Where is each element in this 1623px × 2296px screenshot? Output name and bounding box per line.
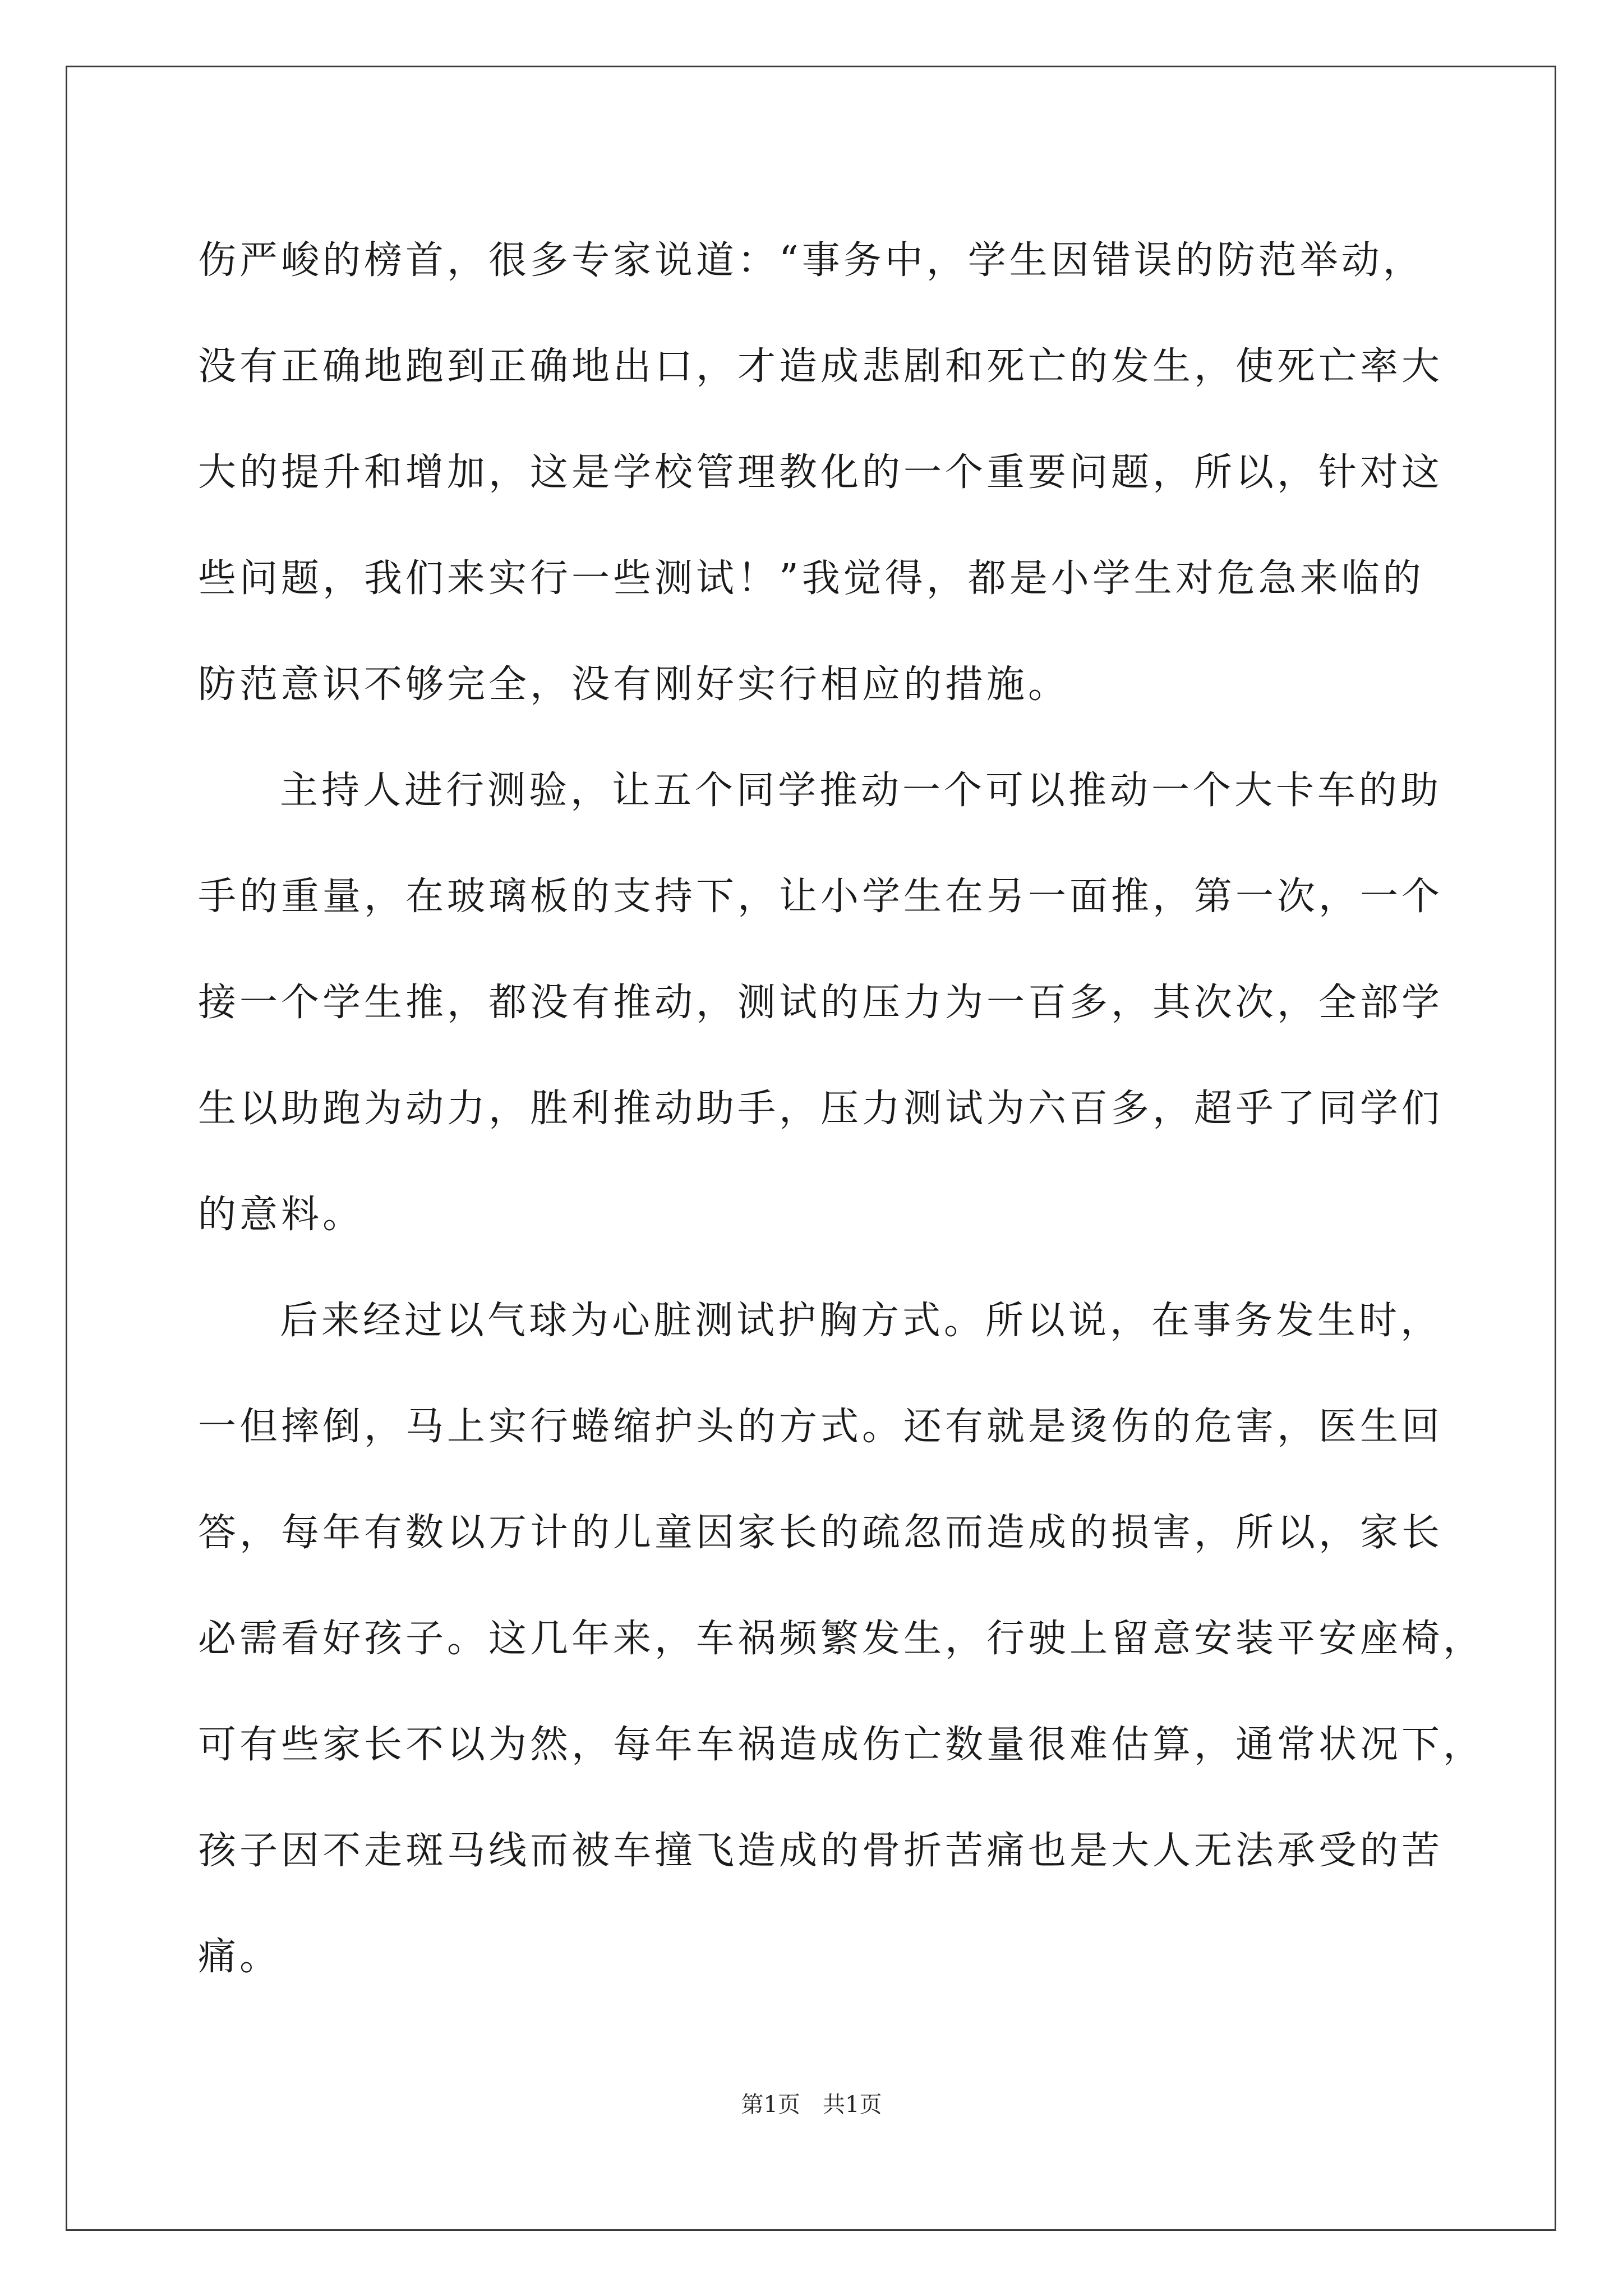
text-line: 答，每年有数以万计的儿童因家长的疏忽而造成的损害，所以，家长 [198,1511,1444,1555]
text-line: 一但摔倒，马上实行蜷缩护头的方式。还有就是烫伤的危害，医生回 [198,1405,1444,1449]
text-line: 的意料。 [198,1193,365,1237]
text-line: 生以助跑为动力，胜利推动助手，压力测试为六百多，超乎了同学们 [198,1087,1444,1131]
text-line: 防范意识不够完全，没有刚好实行相应的措施。 [198,662,1070,707]
text-line: 手的重量，在玻璃板的支持下，让小学生在另一面推，第一次，一个 [198,875,1444,919]
text-line: 伤严峻的榜首，很多专家说道：“事务中，学生因错误的防范举动， [198,238,1424,283]
page-number-footer: 第1页 共1页 [741,2092,882,2118]
paragraph-first-line: 主持人进行测验，让五个同学推动一个可以推动一个大卡车的助 [280,769,1442,813]
text-line: 大的提升和增加，这是学校管理教化的一个重要问题，所以，针对这 [198,450,1444,495]
text-line: 孩子因不走斑马线而被车撞飞造成的骨折苦痛也是大人无法承受的苦 [198,1829,1444,1873]
text-line: 痛。 [198,1935,282,1979]
paragraph-first-line: 后来经过以气球为心脏测试护胸方式。所以说，在事务发生时， [280,1299,1442,1343]
text-line: 没有正确地跑到正确地出口，才造成悲剧和死亡的发生，使死亡率大 [198,344,1444,389]
document-body [198,208,1485,2010]
text-line: 可有些家长不以为然，每年车祸造成伤亡数量很难估算，通常状况下， [198,1723,1485,1767]
text-line: 必需看好孩子。这几年来，车祸频繁发生，行驶上留意安装平安座椅， [198,1617,1485,1661]
text-line: 些问题，我们来实行一些测试！”我觉得，都是小学生对危急来临的 [198,556,1424,601]
text-line: 接一个学生推，都没有推动，测试的压力为一百多，其次次，全部学 [198,981,1444,1025]
